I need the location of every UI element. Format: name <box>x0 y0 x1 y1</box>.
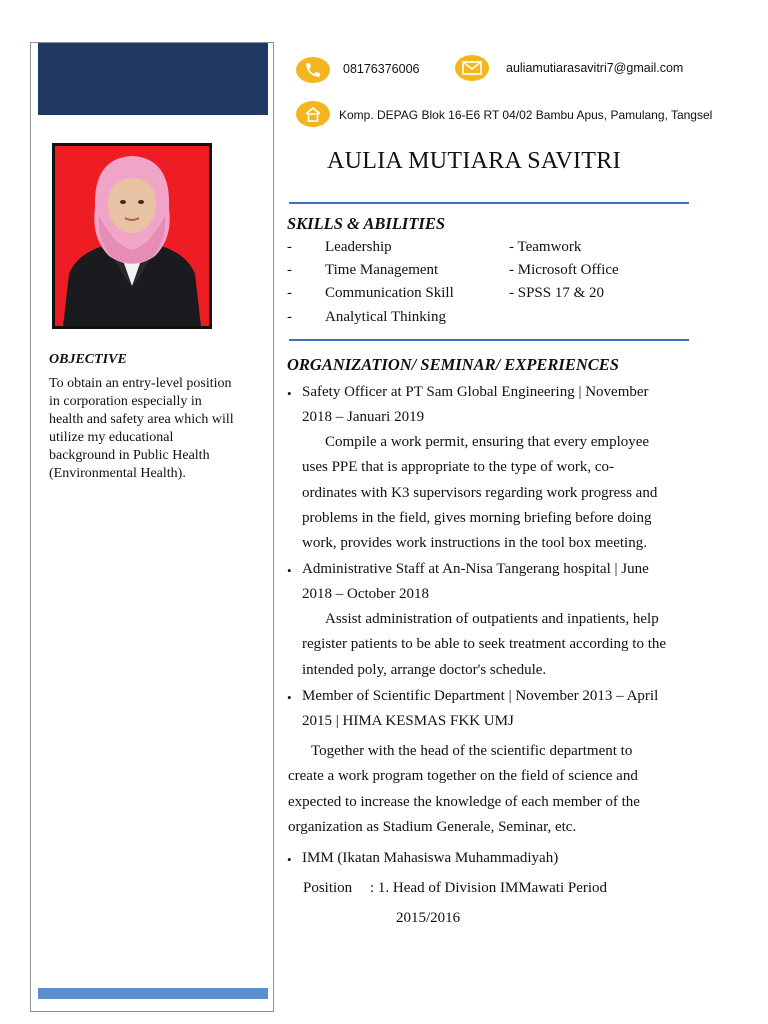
description-line: organization as Stadium Generale, Seminar, etc. <box>288 818 577 835</box>
objective-line: in corporation especially in <box>49 394 202 409</box>
email-address[interactable]: auliamutiarasavitri7@gmail.com <box>506 61 684 75</box>
sidebar-top-bar <box>38 43 268 115</box>
skill-item: - Microsoft Office <box>509 262 619 278</box>
description-line: ordinates with K3 supervisors regarding work progress and <box>302 484 658 501</box>
phone-number[interactable]: 08176376006 <box>343 62 420 76</box>
sidebar <box>30 42 274 1012</box>
skill-item: Leadership <box>325 239 392 255</box>
description-line: Together with the head of the scientific department to <box>311 743 633 759</box>
position-period: 2015/2016 <box>396 910 461 926</box>
description-line: create a work program together on the field of science and <box>288 768 638 785</box>
full-name: AULIA MUTIARA SAVITRI <box>327 148 621 174</box>
position-label: Position <box>303 880 353 896</box>
skill-dash: - <box>287 239 292 255</box>
experience-heading: ORGANIZATION/ SEMINAR/ EXPERIENCES <box>287 355 619 374</box>
skill-dash: - <box>287 309 292 325</box>
objective-line: (Environmental Health). <box>49 466 186 481</box>
experience-title <box>302 684 675 735</box>
description-line: work, provides work instructions in the tool box meeting. <box>302 535 647 552</box>
description-line: uses PPE that is appropriate to the type of work, co- <box>302 459 615 476</box>
phone-icon <box>296 57 330 83</box>
skill-item: - SPSS 17 & 20 <box>509 285 605 301</box>
experience-title-line: 2015 | HIMA KESMAS FKK UMJ <box>302 713 514 730</box>
experience-title <box>302 380 675 431</box>
envelope-icon <box>455 55 489 81</box>
experience-description <box>288 739 675 840</box>
address: Komp. DEPAG Blok 16-E6 RT 04/02 Bambu Apus, Pamulang, Tangsel <box>339 108 713 122</box>
experience-title-line: Administrative Staff at An-Nisa Tangerang hospital | June <box>302 561 649 577</box>
position-value: : 1. Head of Division IMMawati Period <box>370 880 608 896</box>
description-line: register patients to be able to seek treatment according to the <box>302 636 667 653</box>
skill-dash: - <box>287 262 292 278</box>
bullet-icon: • <box>287 690 292 705</box>
description-line: intended poly, arrange doctor's schedule. <box>302 661 547 678</box>
objective-line: background in Public Health <box>49 448 210 463</box>
portrait-illustration <box>55 146 209 326</box>
description-line: Assist administration of outpatients and inpatients, help <box>325 611 659 627</box>
experience-title-line: Member of Scientific Department | November 2013 – April <box>302 688 659 704</box>
objective-line: utilize my educational <box>49 430 174 445</box>
objective-heading: OBJECTIVE <box>49 352 127 367</box>
bullet-icon: • <box>287 386 292 401</box>
skill-item: Time Management <box>325 262 439 278</box>
skill-dash: - <box>287 285 292 301</box>
description-line: Compile a work permit, ensuring that every employee <box>325 434 650 450</box>
skill-item: Communication Skill <box>325 285 454 301</box>
skills-heading: SKILLS & ABILITIES <box>287 214 446 233</box>
description-line: expected to increase the knowledge of each member of the <box>288 793 640 810</box>
experience-title-line: 2018 – Januari 2019 <box>302 409 425 426</box>
objective-text <box>49 375 264 483</box>
experience-description <box>302 430 675 556</box>
experience-title-line: Safety Officer at PT Sam Global Engineering | November <box>302 384 649 400</box>
bullet-icon: • <box>287 852 292 867</box>
objective-line: health and safety area which will <box>49 412 234 427</box>
experience-title <box>302 557 675 608</box>
objective-line: To obtain an entry-level position <box>49 376 232 391</box>
skill-item: - Teamwork <box>509 239 582 255</box>
sidebar-bottom-bar <box>38 988 268 999</box>
bullet-icon: • <box>287 563 292 578</box>
experience-description <box>302 607 675 683</box>
divider <box>289 202 689 204</box>
experience-title-line: 2018 – October 2018 <box>302 586 430 603</box>
profile-photo <box>52 143 212 329</box>
divider <box>289 339 689 341</box>
home-icon <box>296 101 330 127</box>
description-line: problems in the field, gives morning briefing before doing <box>302 509 652 526</box>
skill-item: Analytical Thinking <box>325 309 446 325</box>
experience-title: IMM (Ikatan Mahasiswa Muhammadiyah) <box>302 850 559 866</box>
